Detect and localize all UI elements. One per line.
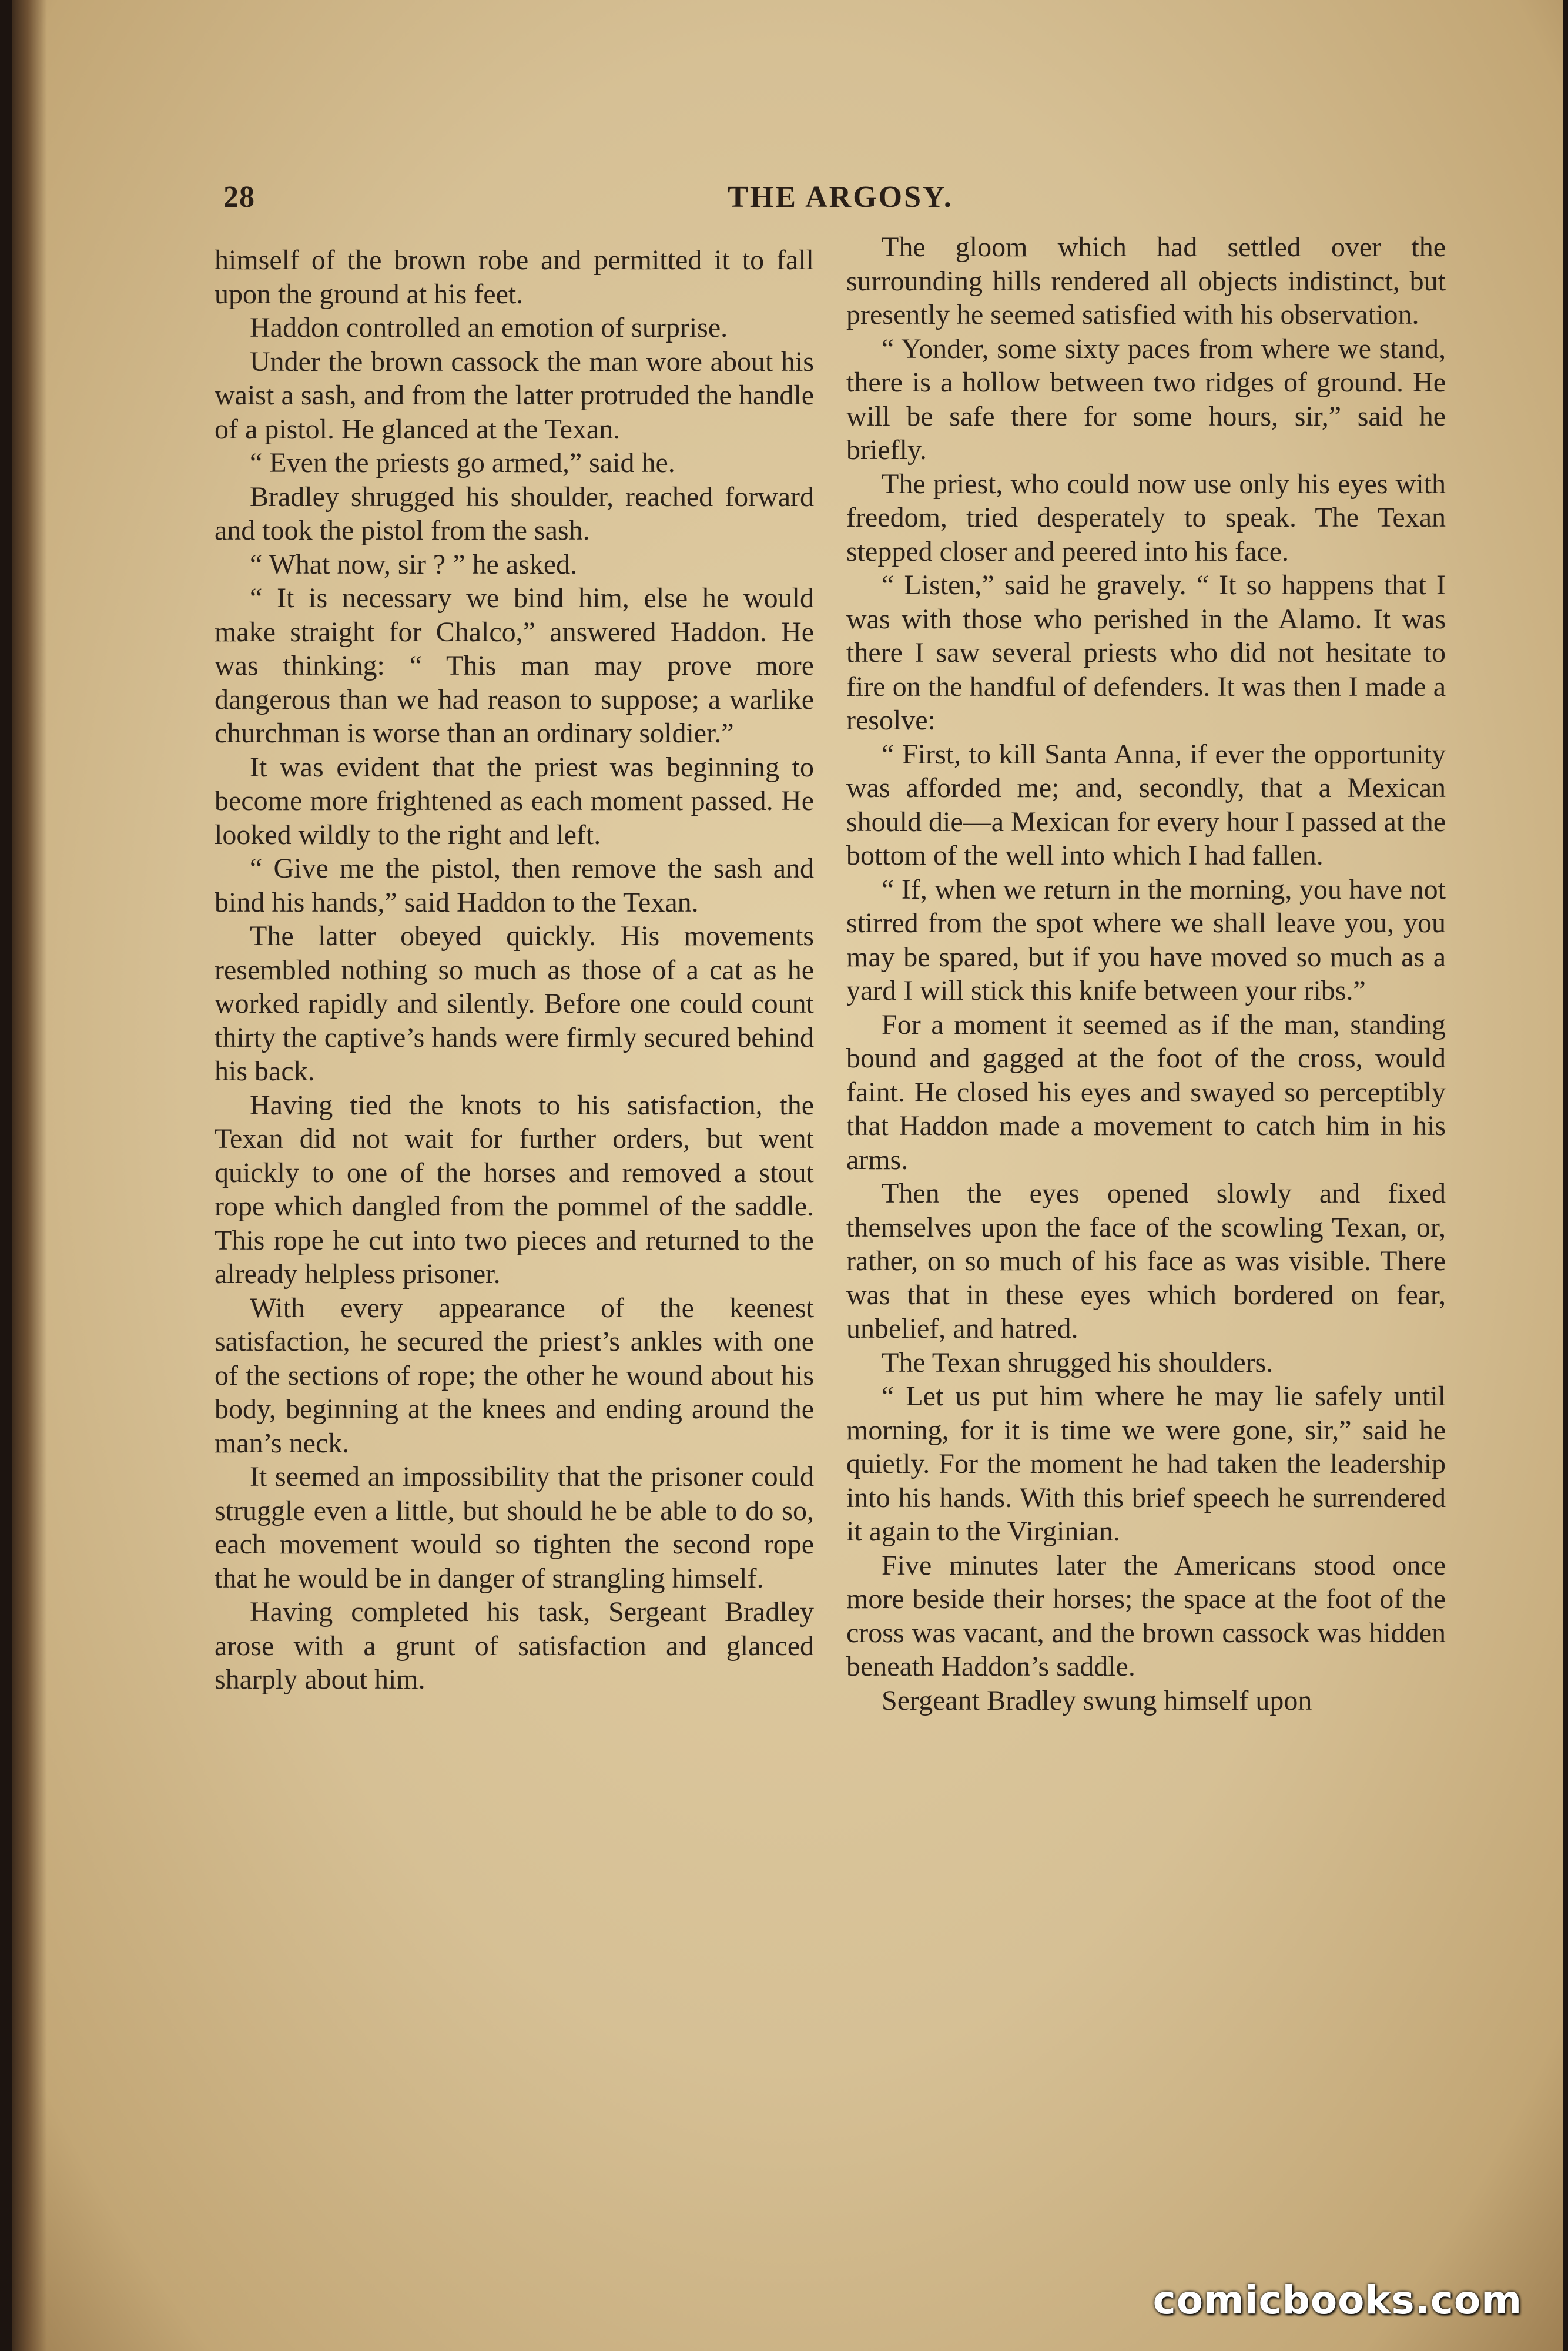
page-header: [212, 169, 1469, 222]
page-binding-edge: [12, 0, 47, 2351]
paragraph: It seemed an impossibility that the prisoner could struggle even a little, but should he be able to do so, each movement would so tighten the second rope that he would be in danger of strangling himself.: [215, 1461, 814, 1594]
paragraph: “ Even the priests go armed,” said he.: [250, 447, 675, 478]
paragraph: himself of the brown robe and permitted it to fall upon the ground at his feet.: [215, 245, 814, 310]
paragraph: Five minutes later the Americans stood once more beside their horses; the space at the foot of the cross was vacant, and the brown cassock was hidden beneath Haddon’s saddle.: [846, 1549, 1446, 1682]
paragraph: Under the brown cassock the man wore about his waist a sash, and from the latter protruded the handle of a pistol. He glanced at the Texan.: [215, 346, 814, 445]
paragraph: “ Yonder, some sixty paces from where we stand, there is a hollow between two ridges of ground. He will be safe there for some hours, sir,” said he briefly.: [846, 333, 1446, 465]
paragraph: Bradley shrugged his shoulder, reached forward and took the pistol from the sash.: [215, 481, 814, 546]
paragraph: Haddon controlled an emotion of surprise.: [250, 312, 728, 343]
paragraph: Having tied the knots to his satisfaction, the Texan did not wait for further orders, but went quickly to one of the horses and removed a stout rope which dangled from the pommel of the saddle. This rope he cut into two pieces and returned to the already helpless prisoner.: [215, 1089, 814, 1290]
paragraph: “ First, to kill Santa Anna, if ever the opportunity was afforded me; and, secondly, that a Mexican should die—a Mexican for every hour I passed at the bottom of the well into which I had fallen.: [846, 738, 1446, 871]
paragraph: “ If, when we return in the morning, you have not stirred from the spot where we shall leave you, you may be spared, but if you have moved so much as a yard I will stick this knife between your ribs.”: [846, 873, 1446, 1006]
paragraph: “ Let us put him where he may lie safely until morning, for it is time we were gone, sir,” said he quietly. For the moment he had taken the leadership into his hands. With this brief speech he surrendered it again to the Virginian.: [846, 1381, 1446, 1547]
paragraph: “ Give me the pistol, then remove the sash and bind his hands,” said Haddon to the Texan.: [215, 853, 814, 918]
text-column-left: [215, 243, 814, 1697]
paragraph: The Texan shrugged his shoulders.: [882, 1347, 1274, 1378]
page-number: 28: [223, 180, 255, 214]
paragraph: The latter obeyed quickly. His movements resembled nothing so much as those of a cat as he worked rapidly and silently. Before one could count thirty the captive’s hands were firmly secured behind his back.: [215, 920, 814, 1087]
text-column-right: [846, 230, 1446, 1717]
paragraph: Sergeant Bradley swung himself upon: [882, 1684, 1312, 1716]
paragraph: For a moment it seemed as if the man, standing bound and gagged at the foot of the cross, would faint. He closed his eyes and swayed so perceptibly that Haddon made a movement to catch him in his arms.: [846, 1009, 1446, 1176]
running-title: THE ARGOSY.: [728, 180, 953, 214]
magazine-page: [12, 0, 1563, 2351]
paragraph: With every appearance of the keenest satisfaction, he secured the priest’s ankles with one of the sections of rope; the other he wound about his body, beginning at the knees and ending around the man’s neck.: [215, 1292, 814, 1459]
source-watermark: comicbooks.com: [1152, 2278, 1522, 2323]
paragraph: Having completed his task, Sergeant Bradley arose with a grunt of satisfaction and glanced sharply about him.: [215, 1596, 814, 1695]
paragraph: It was evident that the priest was beginning to become more frightened as each moment passed. He looked wildly to the right and left.: [215, 751, 814, 850]
paragraph: “ What now, sir ? ” he asked.: [250, 548, 578, 580]
paragraph: “ It is necessary we bind him, else he would make straight for Chalco,” answered Haddon. He was thinking: “ This man may prove more dangerous than we had reason to suppose; a warlike churchman is worse than an ordinary soldier.”: [215, 582, 814, 749]
paragraph: The priest, who could now use only his eyes with freedom, tried desperately to speak. The Texan stepped closer and peered into his face.: [846, 468, 1446, 567]
paragraph: Then the eyes opened slowly and fixed themselves upon the face of the scowling Texan, or, rather, on so much of his face as was visible. There was that in these eyes which bordered on fear, unbelief, and hatred.: [846, 1178, 1446, 1344]
paragraph: “ Listen,” said he gravely. “ It so happens that I was with those who perished in the Alamo. It was there I saw several priests who did not hesitate to fire on the handful of defenders. It was then I made a resolve:: [846, 570, 1446, 736]
paragraph: The gloom which had settled over the surrounding hills rendered all objects indistinct, but presently he seemed satisfied with his observation.: [846, 232, 1446, 330]
